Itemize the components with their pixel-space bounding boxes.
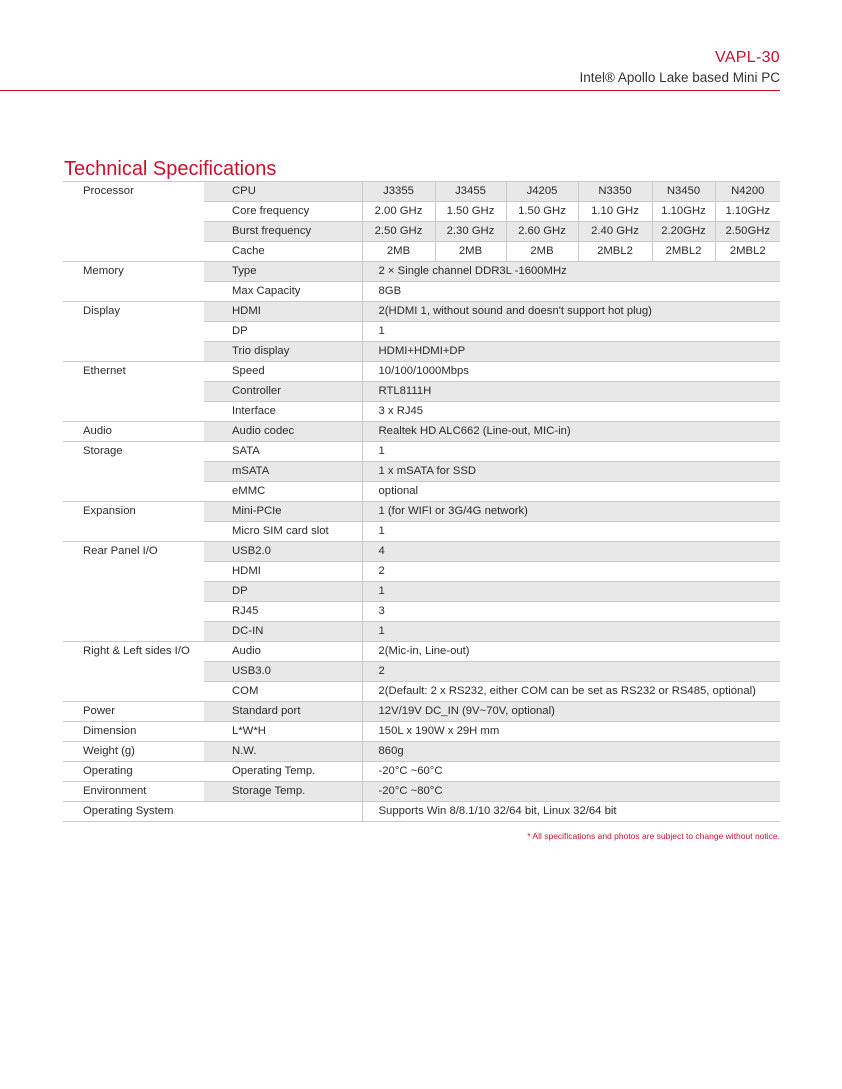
spec-value: 8GB — [362, 282, 780, 302]
spec-value: 1 x mSATA for SSD — [362, 462, 780, 482]
spec-value: HDMI+HDMI+DP — [362, 342, 780, 362]
spec-value: 1 — [362, 622, 780, 642]
spec-value: 10/100/1000Mbps — [362, 362, 780, 382]
spec-value: 2(Default: 2 x RS232, either COM can be set as RS232 or RS485, optional) — [362, 682, 780, 702]
spec-category: Audio — [63, 422, 204, 442]
table-row — [63, 782, 780, 802]
table-row — [63, 242, 780, 262]
table-row — [63, 202, 780, 222]
table-row — [63, 402, 780, 422]
spec-label — [204, 802, 362, 822]
spec-value: 2MB — [362, 242, 435, 262]
spec-category — [63, 482, 204, 502]
cpu-model: N3350 — [578, 182, 652, 202]
spec-category: Right & Left sides I/O — [63, 642, 204, 662]
spec-table — [63, 181, 780, 822]
spec-value: 1.50 GHz — [435, 202, 506, 222]
spec-value: 2.00 GHz — [362, 202, 435, 222]
spec-label: Max Capacity — [204, 282, 362, 302]
spec-label: Interface — [204, 402, 362, 422]
spec-label: USB3.0 — [204, 662, 362, 682]
table-row — [63, 342, 780, 362]
spec-category — [63, 622, 204, 642]
table-row — [63, 562, 780, 582]
cpu-model: N3450 — [652, 182, 715, 202]
spec-category: Operating — [63, 762, 204, 782]
spec-category — [63, 382, 204, 402]
table-row — [63, 222, 780, 242]
spec-label: mSATA — [204, 462, 362, 482]
spec-category — [63, 322, 204, 342]
spec-category — [63, 522, 204, 542]
spec-value: RTL8111H — [362, 382, 780, 402]
spec-value: 1.50 GHz — [506, 202, 578, 222]
table-row — [63, 622, 780, 642]
spec-label: N.W. — [204, 742, 362, 762]
spec-value: 2 — [362, 662, 780, 682]
spec-value: 2.30 GHz — [435, 222, 506, 242]
spec-value: 1 — [362, 582, 780, 602]
spec-label: Cache — [204, 242, 362, 262]
spec-label: COM — [204, 682, 362, 702]
spec-label: HDMI — [204, 302, 362, 322]
table-row — [63, 482, 780, 502]
spec-value: 2 — [362, 562, 780, 582]
spec-label: Trio display — [204, 342, 362, 362]
table-row — [63, 262, 780, 282]
spec-value: 150L x 190W x 29H mm — [362, 722, 780, 742]
table-row — [63, 522, 780, 542]
cpu-model: J4205 — [506, 182, 578, 202]
spec-label: Standard port — [204, 702, 362, 722]
spec-category — [63, 582, 204, 602]
spec-label: CPU — [204, 182, 362, 202]
table-row — [63, 642, 780, 662]
product-subtitle: Intel® Apollo Lake based Mini PC — [579, 70, 780, 85]
spec-value: 2.50 GHz — [362, 222, 435, 242]
spec-value: 2(HDMI 1, without sound and doesn't support hot plug) — [362, 302, 780, 322]
table-row — [63, 462, 780, 482]
spec-label: Audio — [204, 642, 362, 662]
spec-value: Realtek HD ALC662 (Line-out, MIC-in) — [362, 422, 780, 442]
cpu-model: J3355 — [362, 182, 435, 202]
table-row — [63, 502, 780, 522]
table-row — [63, 282, 780, 302]
cpu-model: N4200 — [715, 182, 780, 202]
spec-label: L*W*H — [204, 722, 362, 742]
spec-label: Burst frequency — [204, 222, 362, 242]
spec-value: 1 (for WIFI or 3G/4G network) — [362, 502, 780, 522]
spec-label: eMMC — [204, 482, 362, 502]
spec-value: 2MBL2 — [578, 242, 652, 262]
cpu-model: J3455 — [435, 182, 506, 202]
spec-category: Ethernet — [63, 362, 204, 382]
spec-category: Display — [63, 302, 204, 322]
spec-category — [63, 402, 204, 422]
spec-label: Micro SIM card slot — [204, 522, 362, 542]
spec-value: 1 — [362, 522, 780, 542]
spec-category — [63, 682, 204, 702]
spec-label: Storage Temp. — [204, 782, 362, 802]
spec-category: Weight (g) — [63, 742, 204, 762]
spec-category: Memory — [63, 262, 204, 282]
spec-value: 1 — [362, 322, 780, 342]
spec-label: HDMI — [204, 562, 362, 582]
header-divider — [0, 90, 780, 91]
spec-value: 1.10GHz — [715, 202, 780, 222]
spec-label: RJ45 — [204, 602, 362, 622]
spec-label: Mini-PCIe — [204, 502, 362, 522]
table-row — [63, 582, 780, 602]
spec-label: Controller — [204, 382, 362, 402]
spec-category: Storage — [63, 442, 204, 462]
spec-value: 2.60 GHz — [506, 222, 578, 242]
spec-label: DC-IN — [204, 622, 362, 642]
spec-value: Supports Win 8/8.1/10 32/64 bit, Linux 32/64 bit — [362, 802, 780, 822]
spec-label: Type — [204, 262, 362, 282]
spec-label: DP — [204, 322, 362, 342]
table-row — [63, 722, 780, 742]
spec-category: Environment — [63, 782, 204, 802]
spec-label: SATA — [204, 442, 362, 462]
spec-label: Operating Temp. — [204, 762, 362, 782]
spec-value: 1.10 GHz — [578, 202, 652, 222]
table-row — [63, 702, 780, 722]
spec-value: optional — [362, 482, 780, 502]
spec-value: 2MBL2 — [715, 242, 780, 262]
spec-value: 2.40 GHz — [578, 222, 652, 242]
table-row — [63, 362, 780, 382]
spec-value: 860g — [362, 742, 780, 762]
spec-value: 2.50GHz — [715, 222, 780, 242]
table-row — [63, 682, 780, 702]
spec-value: 2MB — [435, 242, 506, 262]
spec-category — [63, 282, 204, 302]
spec-value: -20°C ~80°C — [362, 782, 780, 802]
spec-value: 1.10GHz — [652, 202, 715, 222]
spec-category — [63, 602, 204, 622]
spec-value: 1 — [362, 442, 780, 462]
spec-label: DP — [204, 582, 362, 602]
table-row — [63, 442, 780, 462]
product-model: VAPL-30 — [715, 49, 780, 66]
spec-category: Expansion — [63, 502, 204, 522]
spec-category — [63, 462, 204, 482]
footnote: * All specifications and photos are subject to change without notice. — [527, 831, 780, 841]
table-row — [63, 602, 780, 622]
spec-value: 2(Mic-in, Line-out) — [362, 642, 780, 662]
spec-value: 2.20GHz — [652, 222, 715, 242]
spec-category: Dimension — [63, 722, 204, 742]
spec-value: -20°C ~60°C — [362, 762, 780, 782]
table-row — [63, 762, 780, 782]
page-title: Technical Specifications — [64, 158, 277, 181]
table-row — [63, 382, 780, 402]
spec-label: USB2.0 — [204, 542, 362, 562]
spec-category — [63, 662, 204, 682]
table-row — [63, 322, 780, 342]
table-row — [63, 182, 780, 202]
spec-category — [63, 562, 204, 582]
spec-category — [63, 342, 204, 362]
table-row — [63, 742, 780, 762]
spec-value: 3 x RJ45 — [362, 402, 780, 422]
spec-category: Power — [63, 702, 204, 722]
spec-value: 2 × Single channel DDR3L -1600MHz — [362, 262, 780, 282]
spec-value: 12V/19V DC_IN (9V~70V, optional) — [362, 702, 780, 722]
spec-value: 3 — [362, 602, 780, 622]
spec-value: 2MB — [506, 242, 578, 262]
spec-label: Core frequency — [204, 202, 362, 222]
spec-value: 2MBL2 — [652, 242, 715, 262]
table-row — [63, 662, 780, 682]
table-row — [63, 802, 780, 822]
table-row — [63, 422, 780, 442]
spec-category: Rear Panel I/O — [63, 542, 204, 562]
spec-label: Speed — [204, 362, 362, 382]
spec-label: Audio codec — [204, 422, 362, 442]
table-row — [63, 302, 780, 322]
table-row — [63, 542, 780, 562]
spec-value: 4 — [362, 542, 780, 562]
spec-category: Operating System — [63, 802, 204, 822]
spec-category: Processor — [63, 182, 204, 202]
